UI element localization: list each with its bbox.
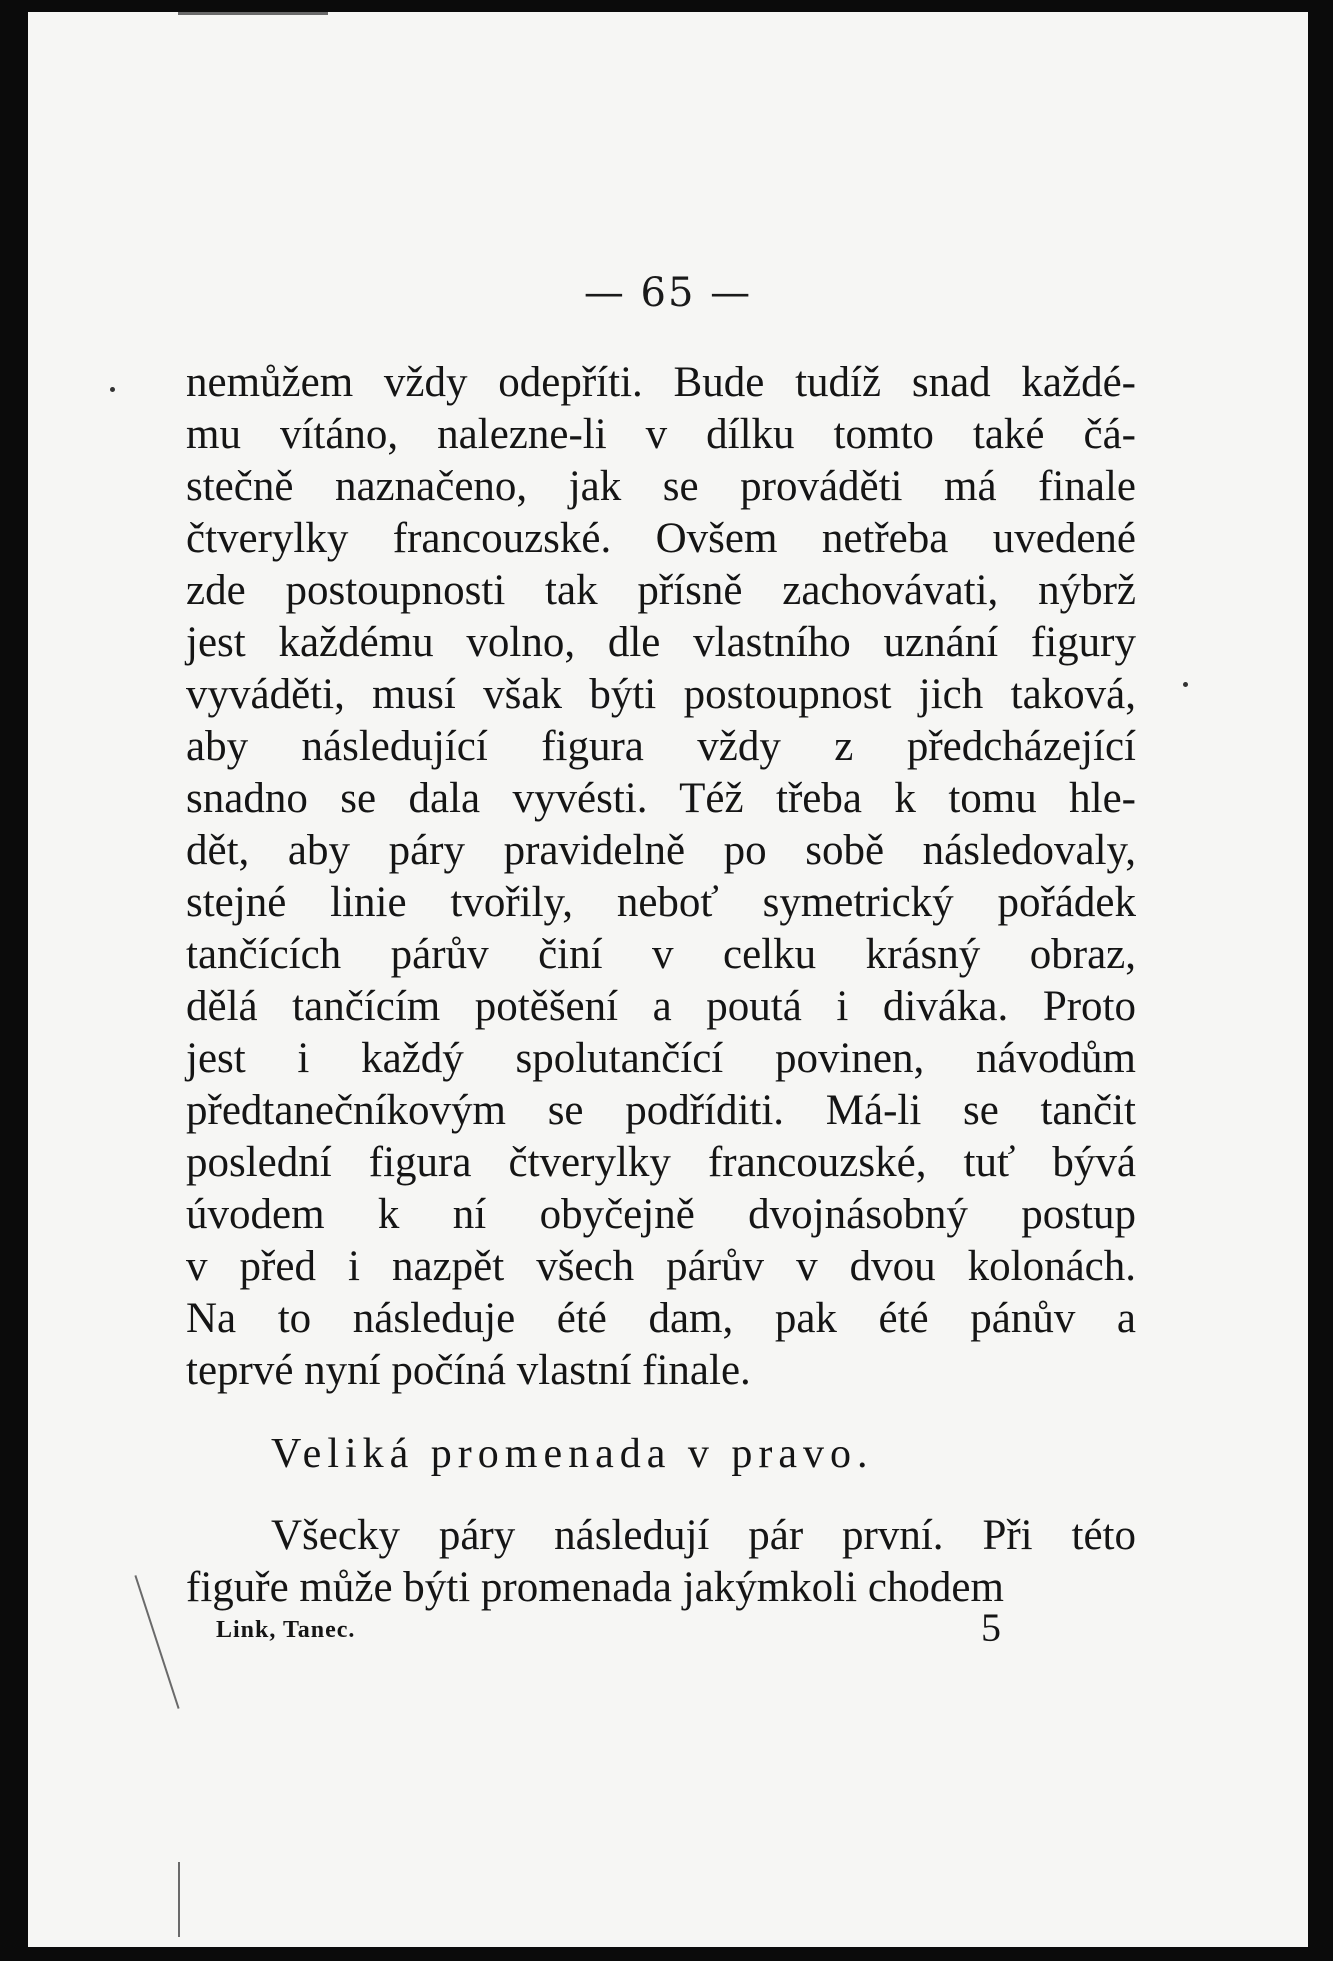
text-line: stečně naznačeno, jak se prováděti má finale xyxy=(186,463,1136,510)
text-line: stejné linie tvořily, neboť symetrický pořádek xyxy=(186,879,1136,926)
section-heading: Veliká promenada v pravo. xyxy=(271,1431,874,1477)
second-paragraph xyxy=(186,1510,1136,1614)
text-line: dět, aby páry pravidelně po sobě následovaly, xyxy=(186,827,1136,874)
scan-speck xyxy=(1183,682,1188,687)
text-line: mu vítáno, nalezne-li v dílku tomto také čá- xyxy=(186,411,1136,458)
text-line: předtanečníkovým se podříditi. Má-li se tančit xyxy=(186,1087,1136,1134)
text-line: zde postoupnosti tak přísně zachovávati, nýbrž xyxy=(186,567,1136,614)
text-line: Všecky páry následují pár první. Při této xyxy=(271,1512,1136,1559)
page-number: — 65 — xyxy=(583,270,753,316)
text-line: tančících párův činí v celku krásný obraz, xyxy=(186,931,1136,978)
text-line: vyváděti, musí však býti postoupnost jich taková, xyxy=(186,671,1136,718)
scan-artifact xyxy=(134,1575,179,1709)
text-line: snadno se dala vyvésti. Též třeba k tomu hle- xyxy=(186,775,1136,822)
text-line: poslední figura čtverylky francouzské, tuť bývá xyxy=(186,1139,1136,1186)
scan-border xyxy=(1308,0,1333,1961)
text-line: Na to následuje été dam, pak été pánův a xyxy=(186,1295,1136,1342)
text-line: úvodem k ní obyčejně dvojnásobný postup xyxy=(186,1191,1136,1238)
text-line: dělá tančícím potěšení a poutá i diváka. Proto xyxy=(186,983,1136,1030)
main-paragraph xyxy=(186,357,1136,1397)
text-line: aby následující figura vždy z předcházející xyxy=(186,723,1136,770)
scan-artifact xyxy=(178,12,328,15)
footer-sheet-number: 5 xyxy=(981,1605,1001,1650)
scan-speck xyxy=(110,387,115,392)
scan-artifact xyxy=(178,1862,180,1937)
text-line: figuře může býti promenada jakýmkoli chodem xyxy=(186,1564,1004,1611)
book-page xyxy=(28,12,1308,1947)
text-line: nemůžem vždy odepříti. Bude tudíž snad každé- xyxy=(186,359,1136,406)
text-line: teprvé nyní počíná vlastní finale. xyxy=(186,1347,751,1394)
text-line: jest každému volno, dle vlastního uznání figury xyxy=(186,619,1136,666)
text-line: jest i každý spolutančící povinen, návodům xyxy=(186,1035,1136,1082)
text-line: v před i nazpět všech párův v dvou kolonách. xyxy=(186,1243,1136,1290)
footer-signature: Link, Tanec. xyxy=(216,1617,356,1643)
text-line: čtverylky francouzské. Ovšem netřeba uvedené xyxy=(186,515,1136,562)
